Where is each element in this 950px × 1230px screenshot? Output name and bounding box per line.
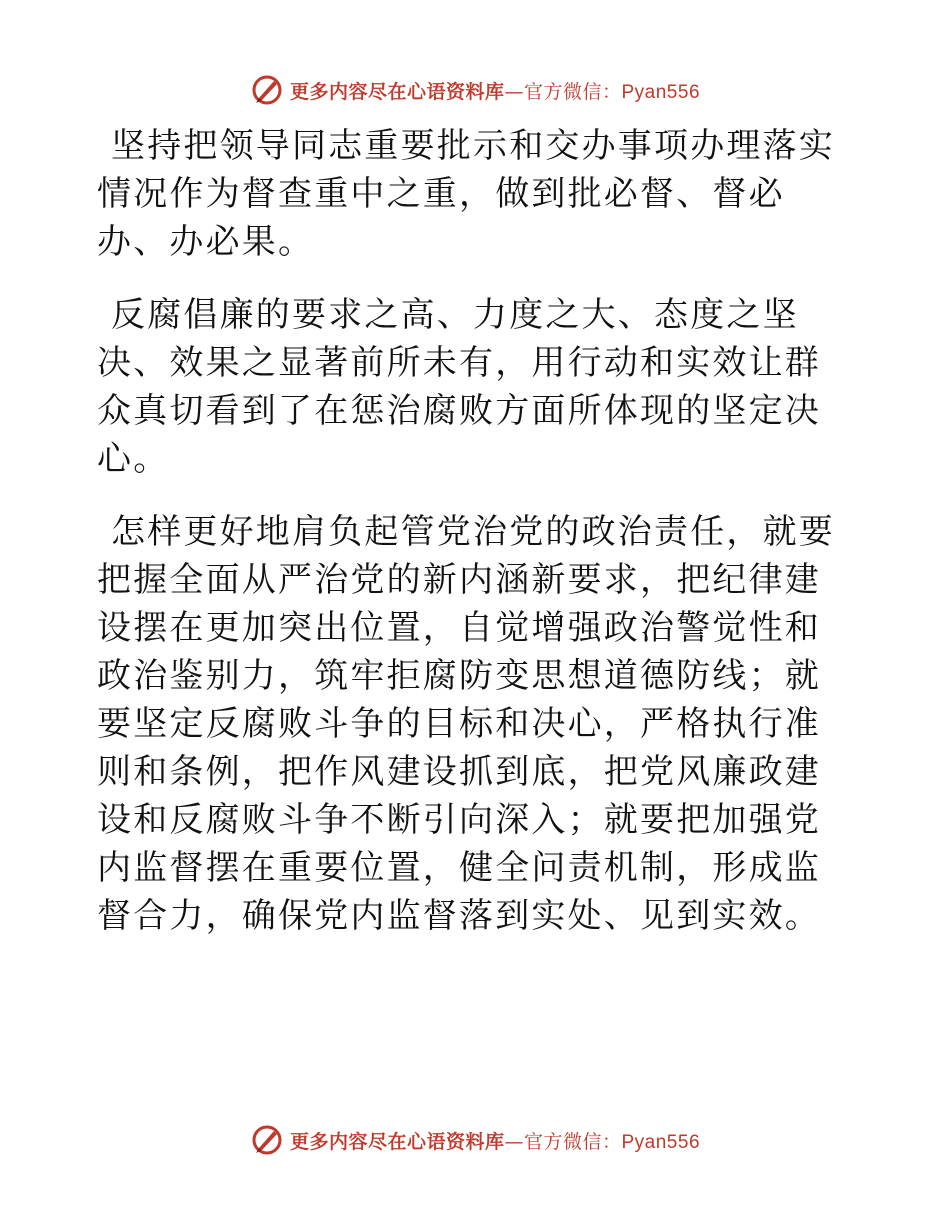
banner-dash: —	[504, 80, 524, 103]
banner-main-text: 更多内容尽在心语资料库	[289, 1130, 505, 1153]
paragraph-3: 怎样更好地肩负起管党治党的政治责任，就要把握全面从严治党的新内涵新要求，把纪律建设摆在更加突出位置，自觉增强政治警觉性和政治鉴别力，筑牢拒腐防变思想道德防线；就要坚定反腐败斗争的目标和决心，严格执行准则和条例，把作风建设抓到底，把党风廉政建设和反腐败斗争不断引向深入；就要把加强党内监督摆在重要位置，健全问责机制，形成监督合力，确保党内监督落到实处、见到实效。	[97, 512, 835, 936]
banner-text	[290, 1127, 700, 1154]
quill-pen-icon	[250, 73, 284, 107]
banner-main-text: 更多内容尽在心语资料库	[289, 80, 505, 103]
banner-text	[290, 77, 700, 104]
header-banner	[0, 70, 950, 110]
quill-pen-icon	[250, 1123, 284, 1157]
banner-wechat-id: Pyan556	[621, 81, 701, 103]
banner-label: 官方微信：	[523, 1130, 622, 1153]
banner-wechat-id: Pyan556	[621, 1131, 701, 1153]
banner-dash: —	[504, 1130, 524, 1153]
paragraph-2: 反腐倡廉的要求之高、力度之大、态度之坚决、效果之显著前所未有，用行动和实效让群众真切看到了在惩治腐败方面所体现的坚定决心。	[97, 295, 821, 479]
footer-banner	[0, 1120, 950, 1160]
document-body	[97, 122, 857, 965]
banner-label: 官方微信：	[523, 80, 622, 103]
paragraph-1: 坚持把领导同志重要批示和交办事项办理落实情况作为督查重中之重，做到批必督、督必办、办必果。	[97, 126, 835, 262]
